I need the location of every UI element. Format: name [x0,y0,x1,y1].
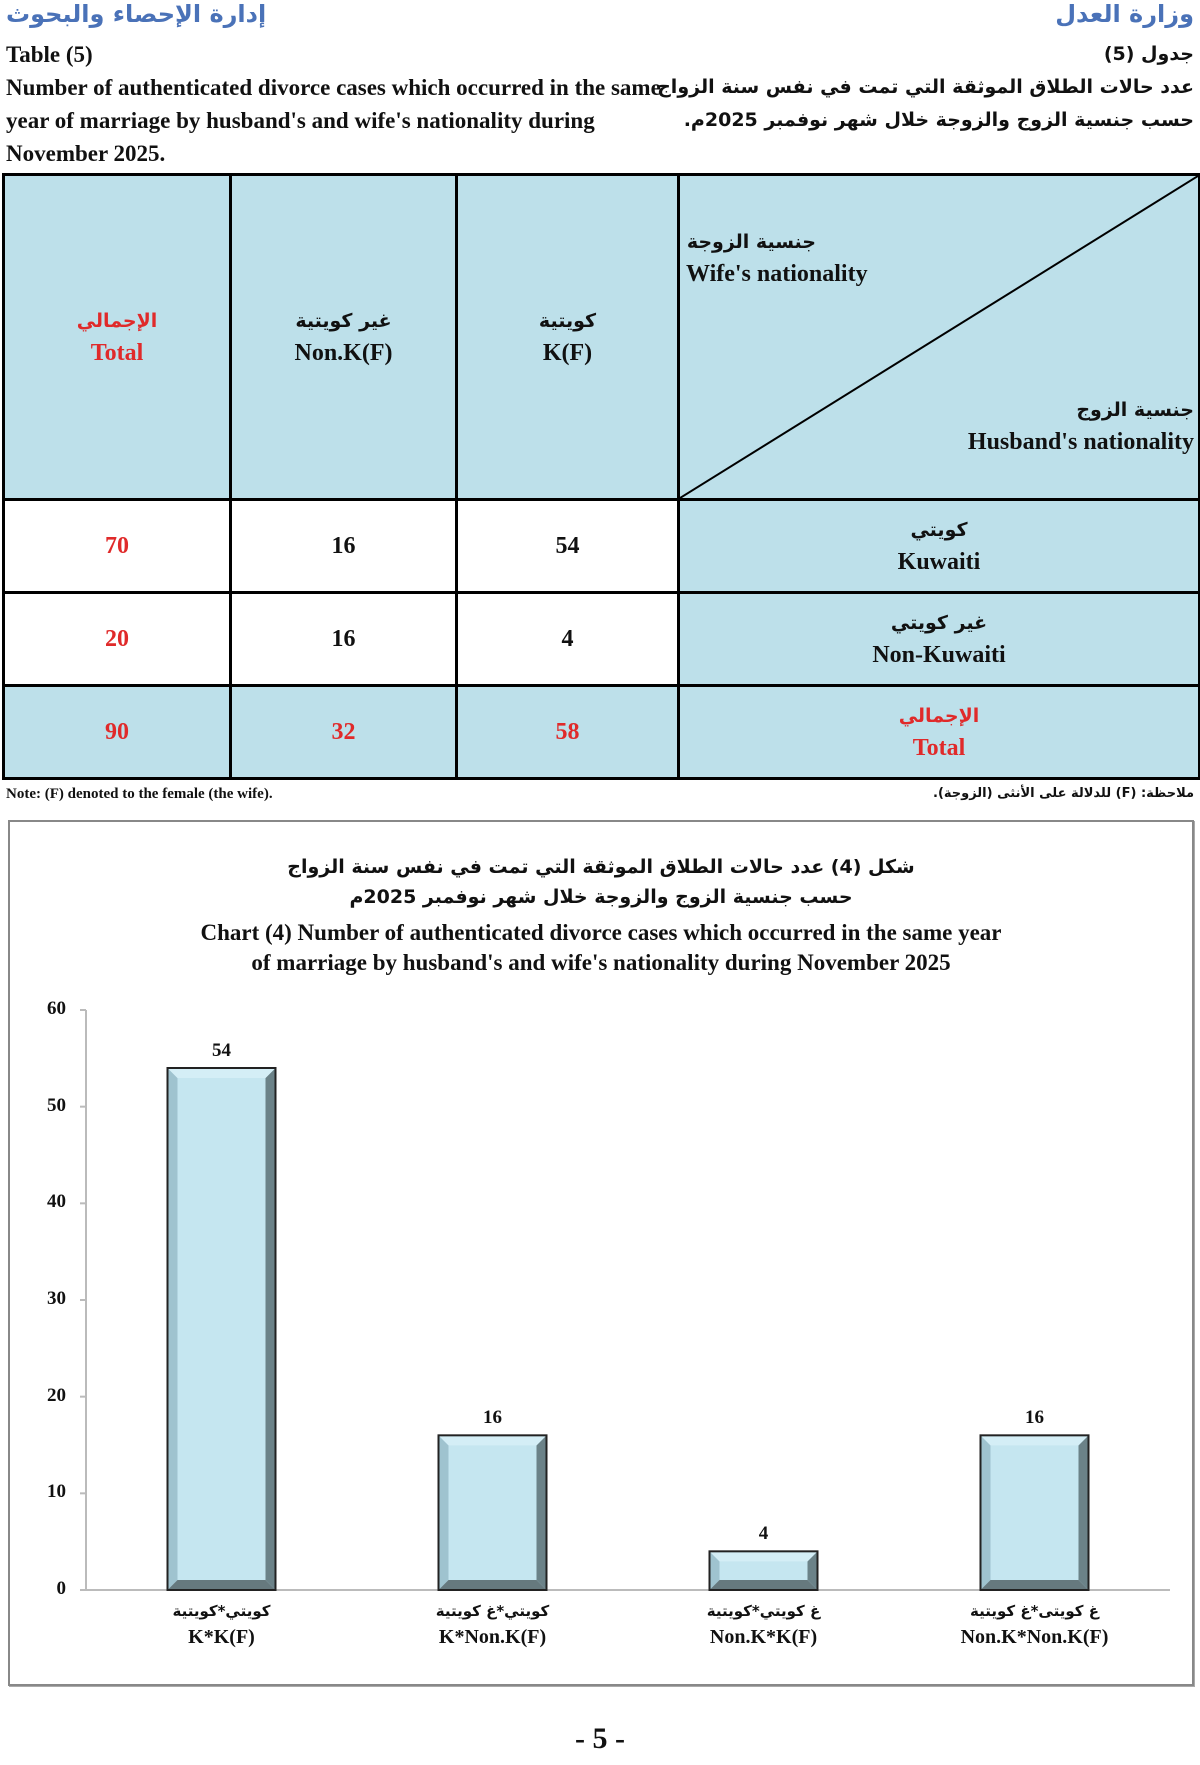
y-tick-label: 30 [47,1288,66,1309]
col-header-nonkuwaiti-female: غير كويتية Non.K(F) [231,175,457,500]
value-cell: 16 [231,500,457,593]
x-category-label: كويتي*كويتية K*K(F) [172,1602,271,1648]
bar-value-label: 16 [1025,1407,1044,1429]
table-label-ar: جدول (5) [1103,43,1194,65]
wife-nationality-label: جنسية الزوجة Wife's nationality [686,231,868,287]
bar [168,1068,276,1590]
chart-title-ar: شكل (4) عدد حالات الطلاق الموثقة التي تمت في نفس سنة الزواج حسب جنسية الزوج والزوجة خلال شهر نوفمبر 2025م [287,856,915,908]
y-tick-label: 10 [47,1481,66,1503]
x-category-label: غ كويتي*كويتية Non.K*K(F) [706,1602,821,1648]
x-category-label: كويتي*غ كويتية K*Non.K(F) [435,1602,550,1648]
table-title-en [6,38,666,170]
value-cell: 90 [4,686,231,779]
row-header-total: الإجمالي Total [679,686,1200,779]
table-label-en: Table (5) [6,42,93,67]
nationality-table [2,173,1200,780]
bar [439,1435,547,1590]
note-ar: ملاحظة: (F) للدلالة على الأنثى (الزوجة). [933,786,1194,801]
bar-chart-plot [10,822,1192,1684]
y-tick-label: 40 [47,1191,66,1213]
y-tick-label: 50 [47,1094,66,1116]
bar [710,1551,818,1590]
row-header-nonkuwaiti: غير كويتي Non-Kuwaiti [679,593,1200,686]
chart-title-en: Chart (4) Number of authenticated divorce cases which occurred in the same year of marriage by husband's and wife's nationality during November 2025 [200,920,1002,975]
husband-nationality-label: جنسية الزوج Husband's nationality [967,399,1194,455]
y-tick-label: 0 [56,1578,66,1599]
note-en: Note: (F) denoted to the female (the wife). [6,786,273,802]
col-header-total: الإجمالي Total [4,175,231,500]
table-description-ar-1: عدد حالات الطلاق الموثقة التي تمت في نفس سنة الزواج [657,76,1194,98]
value-cell: 16 [231,593,457,686]
chart-container [8,820,1194,1686]
chart-axes [10,822,1192,1684]
bar [981,1435,1089,1590]
page-number: - 5 - [575,1722,625,1755]
row-header-kuwaiti: كويتي Kuwaiti [679,500,1200,593]
bar-value-label: 54 [212,1040,231,1061]
table-description-en: Number of authenticated divorce cases which occurred in the same year of marriage by husband's and wife's nationality during November 2025. [6,75,661,166]
value-cell: 54 [457,500,679,593]
table-description-ar-2: حسب جنسية الزوج والزوجة خلال شهر نوفمبر 2025م. [683,109,1194,131]
value-cell: 20 [4,593,231,686]
corner-header-cell [679,175,1200,500]
table-title-ar [654,38,1194,137]
ministry-header: وزارة العدل [1055,0,1194,28]
value-cell: 58 [457,686,679,779]
value-cell: 70 [4,500,231,593]
table-row-total [4,686,1200,779]
col-header-kuwaiti-female: كويتية K(F) [457,175,679,500]
bar-value-label: 16 [483,1407,502,1429]
bar-value-label: 4 [758,1523,769,1545]
x-category-label: غ كويتى*غ كويتية Non.K*Non.K(F) [960,1602,1109,1648]
y-tick-label: 60 [47,998,66,1019]
y-tick-label: 20 [47,1384,66,1406]
value-cell: 4 [457,593,679,686]
table-row-nonkuwaiti [4,593,1200,686]
value-cell: 32 [231,686,457,779]
department-header: إدارة الإحصاء والبحوث [6,0,267,28]
table-row-kuwaiti [4,500,1200,593]
